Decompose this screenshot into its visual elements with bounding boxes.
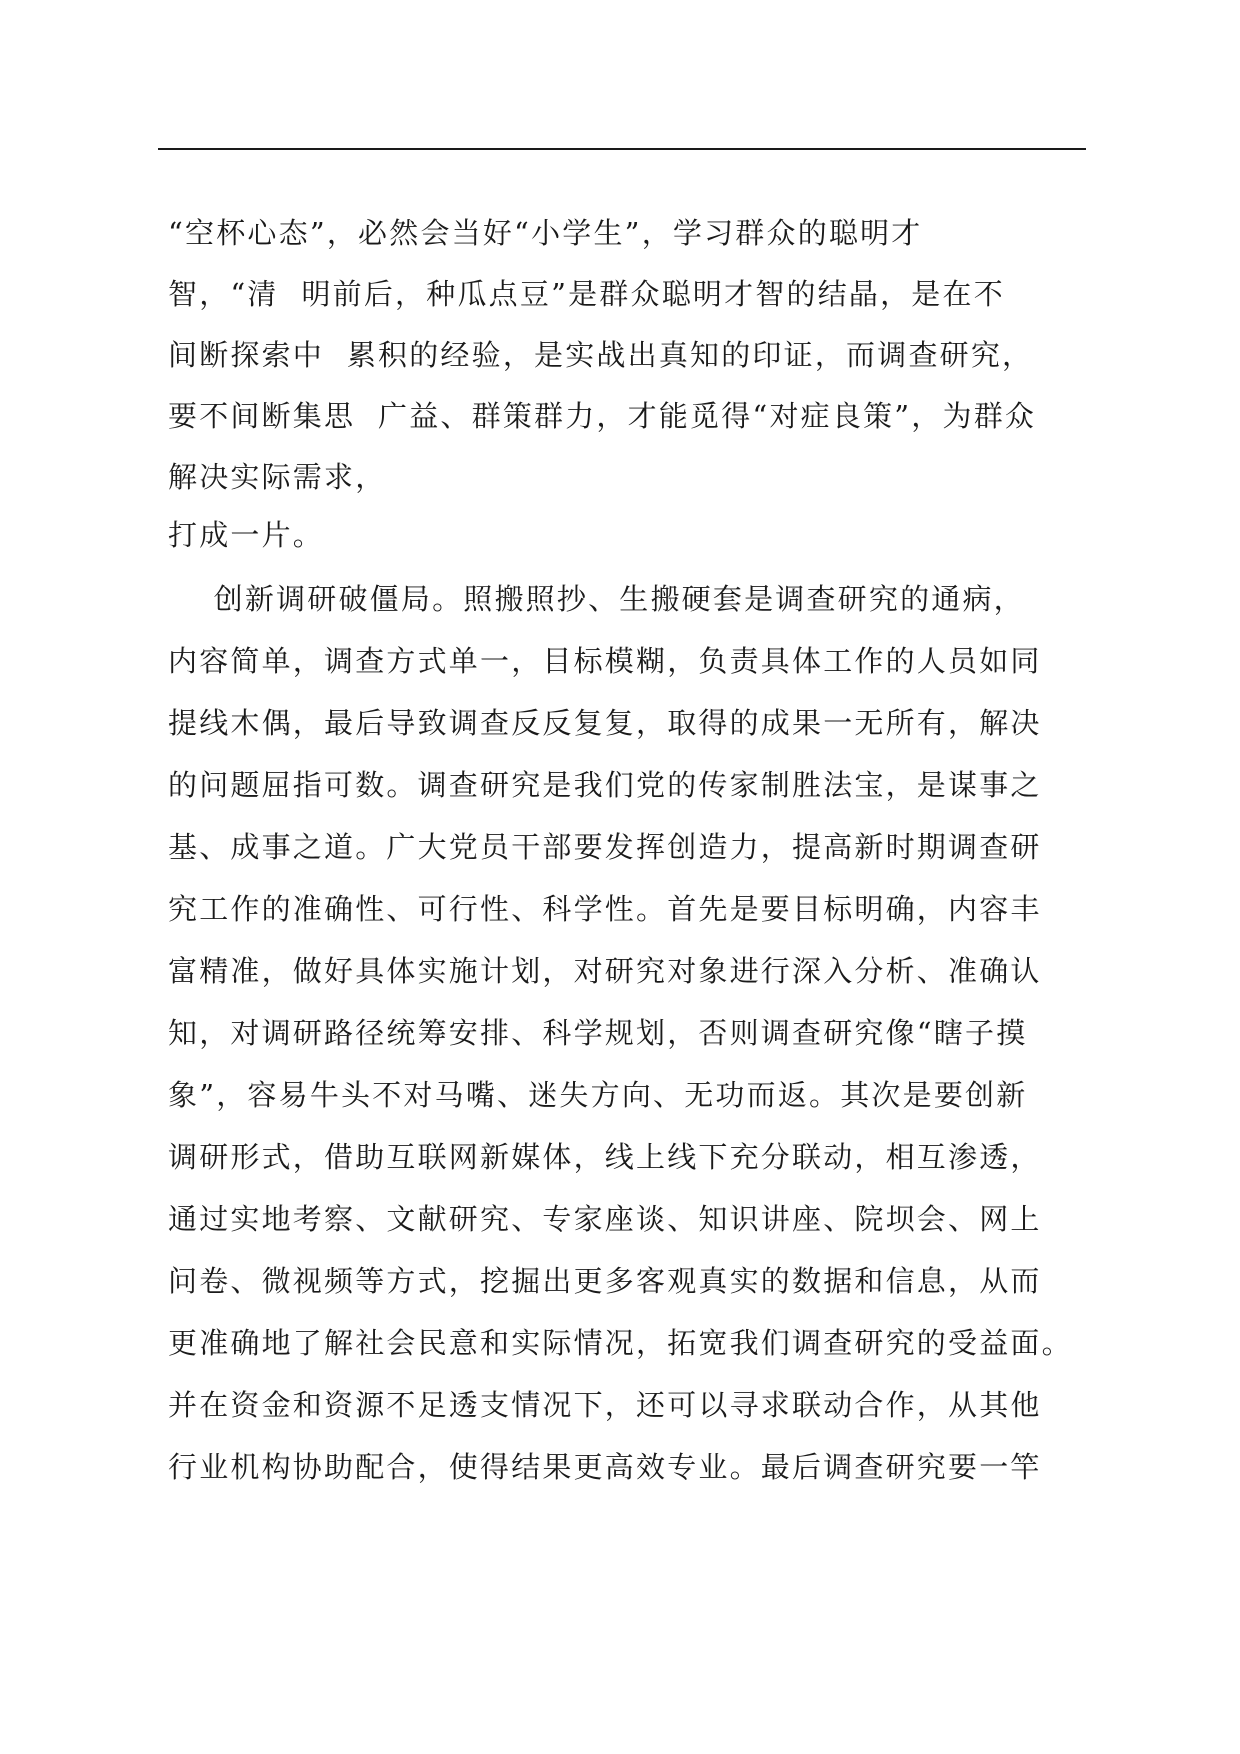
text-line: 基、成事之道。广大党员干部要发挥创造力，提高新时期调查研 — [168, 830, 1042, 864]
text-line: 调研形式，借助互联网新媒体，线上线下充分联动，相互渗透， — [168, 1140, 1042, 1174]
text-line: 知，对调研路径统筹安排、科学规划，否则调查研究像“瞎子摸 — [168, 1016, 1028, 1050]
text-line: 提线木偶，最后导致调查反反复复，取得的成果一无所有，解决 — [168, 706, 1042, 740]
text-line: 通过实地考察、文献研究、专家座谈、知识讲座、院坝会、网上 — [168, 1202, 1042, 1236]
header-rule — [158, 148, 1086, 150]
text-line: 象”，容易牛头不对马嘴、迷失方向、无功而返。其次是要创新 — [168, 1078, 1028, 1112]
text-line: 打成一片。 — [168, 518, 325, 552]
text-line: 智，“清 明前后，种瓜点豆”是群众聪明才智的结晶，是在不 — [168, 277, 1005, 311]
text-line: 间断探索中 累积的经验，是实战出真知的印证，而调查研究， — [168, 338, 1034, 372]
text-line: 要不间断集思 广益、群策群力，才能觅得“对症良策”，为群众 — [168, 399, 1037, 433]
text-line: 的问题屈指可数。调查研究是我们党的传家制胜法宝，是谋事之 — [168, 768, 1042, 802]
text-line: 更准确地了解社会民意和实际情况，拓宽我们调查研究的受益面。 — [168, 1326, 1073, 1360]
text-line: 解决实际需求， — [168, 460, 387, 494]
text-line: 问卷、微视频等方式，挖掘出更多客观真实的数据和信息，从而 — [168, 1264, 1042, 1298]
text-line: 行业机构协助配合，使得结果更高效专业。最后调查研究要一竿 — [168, 1450, 1042, 1484]
text-line: 内容简单，调查方式单一，目标模糊，负责具体工作的人员如同 — [168, 644, 1042, 678]
text-line: 究工作的准确性、可行性、科学性。首先是要目标明确，内容丰 — [168, 892, 1042, 926]
text-line: 富精准，做好具体实施计划，对研究对象进行深入分析、准确认 — [168, 954, 1042, 988]
text-line: 并在资金和资源不足透支情况下，还可以寻求联动合作，从其他 — [168, 1388, 1042, 1422]
text-line: “空杯心态”，必然会当好“小学生”，学习群众的聪明才 — [168, 216, 923, 250]
text-line: 创新调研破僵局。照搬照抄、生搬硬套是调查研究的通病， — [168, 582, 1025, 616]
